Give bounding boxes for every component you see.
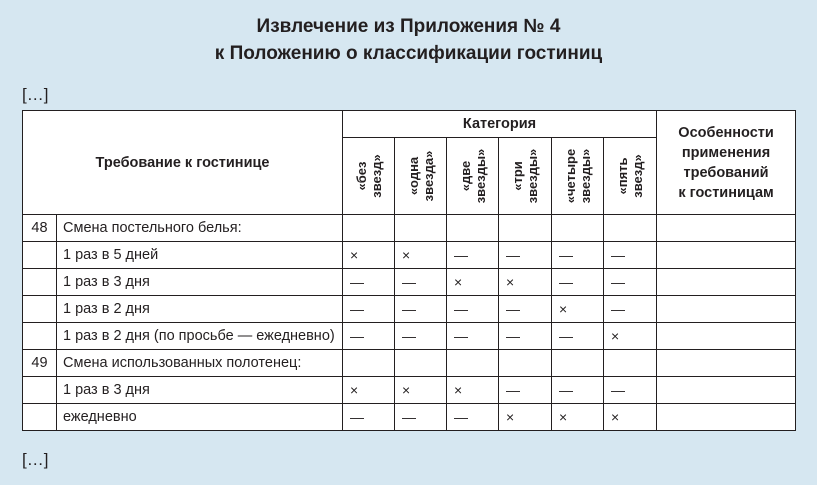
row-mark: × (395, 242, 447, 269)
row-mark (447, 215, 499, 242)
row-mark: × (604, 323, 657, 350)
row-mark: — (499, 323, 552, 350)
requirements-table (22, 110, 796, 431)
table-row (23, 323, 796, 350)
row-mark: × (447, 269, 499, 296)
row-number: 48 (23, 215, 57, 242)
category-header (395, 138, 447, 215)
ellipsis-top: […] (22, 85, 49, 104)
row-number (23, 269, 57, 296)
row-mark: × (499, 404, 552, 431)
row-features (657, 269, 796, 296)
row-mark: — (343, 323, 395, 350)
row-number: 49 (23, 350, 57, 377)
row-mark: — (395, 269, 447, 296)
row-mark: — (604, 377, 657, 404)
row-mark (499, 350, 552, 377)
category-line: звезды» (525, 148, 540, 204)
category-line: «три (510, 161, 525, 191)
category-header (343, 138, 395, 215)
category-line: звезда» (420, 150, 436, 202)
row-mark (552, 215, 604, 242)
row-mark (447, 350, 499, 377)
category-line: «пять (615, 157, 631, 195)
title-line-1: Извлечение из Приложения № 4 (256, 16, 561, 37)
category-header (499, 138, 552, 215)
row-mark (552, 350, 604, 377)
row-features (657, 350, 796, 377)
row-mark: — (499, 296, 552, 323)
row-number (23, 404, 57, 431)
row-mark: × (447, 377, 499, 404)
row-mark (395, 215, 447, 242)
row-mark: × (343, 242, 395, 269)
ellipsis-bottom: […] (22, 450, 49, 469)
row-requirement: ежедневно (57, 404, 343, 431)
table-body (23, 215, 796, 431)
row-mark: — (447, 323, 499, 350)
table-row (23, 215, 796, 242)
row-features (657, 377, 796, 404)
row-features (657, 242, 796, 269)
row-requirement: 1 раз в 5 дней (57, 242, 343, 269)
category-line: «без (353, 161, 369, 191)
row-mark: — (395, 323, 447, 350)
title-line-2: к Положению о классификации гостиниц (214, 43, 603, 64)
table-row (23, 269, 796, 296)
row-mark: — (552, 269, 604, 296)
header-features-line: Особенности (678, 124, 774, 141)
row-mark: — (447, 296, 499, 323)
header-requirement: Требование к гостинице (23, 111, 343, 215)
category-line: звезд» (368, 154, 384, 198)
header-features-line: к гостиницам (678, 184, 774, 201)
category-line: звезды» (577, 148, 593, 204)
table-row (23, 242, 796, 269)
table-row (23, 296, 796, 323)
category-line: «одна (405, 156, 421, 196)
row-mark: — (604, 296, 657, 323)
category-header (552, 138, 604, 215)
row-mark: — (499, 377, 552, 404)
row-mark (395, 350, 447, 377)
table-row (23, 377, 796, 404)
row-number (23, 377, 57, 404)
row-features (657, 296, 796, 323)
row-mark: — (552, 323, 604, 350)
table-header (23, 111, 796, 215)
row-requirement: Смена использованных полотенец: (57, 350, 343, 377)
row-requirement: 1 раз в 3 дня (57, 377, 343, 404)
row-mark (499, 215, 552, 242)
row-mark: — (447, 242, 499, 269)
row-mark: — (499, 242, 552, 269)
header-features-line: требований (683, 164, 769, 181)
table-row (23, 404, 796, 431)
table-row (23, 350, 796, 377)
row-mark (343, 215, 395, 242)
row-mark: — (343, 269, 395, 296)
category-line: «две (457, 160, 473, 192)
row-mark: — (552, 377, 604, 404)
document-title (0, 13, 817, 67)
row-mark: — (447, 404, 499, 431)
row-mark: — (343, 404, 395, 431)
row-mark: — (343, 296, 395, 323)
category-line: «четыре (562, 148, 578, 204)
header-features (657, 111, 796, 215)
header-features-line: применения (681, 144, 771, 161)
row-requirement: 1 раз в 2 дня (57, 296, 343, 323)
row-number (23, 296, 57, 323)
row-mark: — (604, 242, 657, 269)
row-mark: × (395, 377, 447, 404)
row-requirement: 1 раз в 3 дня (57, 269, 343, 296)
row-features (657, 404, 796, 431)
row-requirement: Смена постельного белья: (57, 215, 343, 242)
row-features (657, 323, 796, 350)
row-mark: × (343, 377, 395, 404)
row-mark: — (395, 296, 447, 323)
row-mark: — (552, 242, 604, 269)
row-mark: — (604, 269, 657, 296)
row-mark (604, 350, 657, 377)
row-features (657, 215, 796, 242)
row-mark (343, 350, 395, 377)
category-line: звезды» (472, 148, 488, 204)
row-number (23, 242, 57, 269)
row-mark: × (604, 404, 657, 431)
row-mark: — (395, 404, 447, 431)
row-requirement: 1 раз в 2 дня (по просьбе — ежедневно) (57, 323, 343, 350)
header-category: Категория (343, 111, 657, 138)
row-mark: × (499, 269, 552, 296)
row-number (23, 323, 57, 350)
row-mark (604, 215, 657, 242)
category-header (604, 138, 657, 215)
row-mark: × (552, 296, 604, 323)
category-line: звезд» (630, 154, 646, 198)
row-mark: × (552, 404, 604, 431)
category-header (447, 138, 499, 215)
